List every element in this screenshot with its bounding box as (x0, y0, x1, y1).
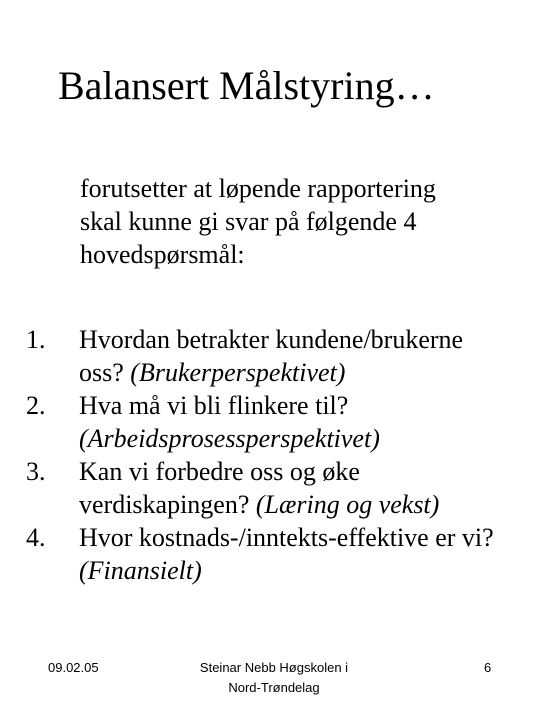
footer-page-number: 6 (484, 660, 492, 675)
list-item-perspective: (Læring og vekst) (255, 490, 440, 519)
list-item-text: Hva må vi bli flinkere til? (79, 391, 349, 420)
intro-line: skal kunne gi svar på følgende 4 (80, 207, 417, 236)
intro-line: forutsetter at løpende rapportering (80, 174, 436, 203)
list-item-number: 2. (26, 391, 46, 420)
list-item-number: 1. (26, 325, 46, 354)
intro-line: hovedspørsmål: (80, 240, 245, 269)
list-item (0, 389, 540, 455)
list-item-text: Kan vi forbedre oss og øke (79, 457, 360, 486)
list-item (0, 323, 540, 389)
footer-author (165, 658, 383, 698)
list-item-subline (79, 554, 540, 587)
list-item-text-cont: oss? (79, 358, 131, 387)
footer-author-line: Steinar Nebb Høgskolen i (199, 660, 349, 675)
footer-author-line: Nord-Trøndelag (228, 680, 320, 695)
list-item-perspective: (Finansielt) (79, 556, 202, 585)
list-item-number: 3. (26, 457, 46, 486)
list-item-text-cont: verdiskapingen? (79, 490, 256, 519)
list-item-subline (79, 422, 540, 455)
list-item-text: Hvor kostnads-/inntekts-effektive er vi? (79, 523, 494, 552)
slide-title: Balansert Målstyring… (58, 63, 435, 108)
intro-paragraph (80, 172, 520, 271)
list-item-text: Hvordan betrakter kundene/brukerne (79, 325, 464, 354)
list-item-perspective: (Brukerperspektivet) (130, 358, 346, 387)
list-item-subline (79, 488, 540, 521)
list-item (0, 455, 540, 521)
list-item-subline (79, 356, 540, 389)
list-item-number: 4. (26, 523, 46, 552)
footer-date: 09.02.05 (48, 660, 99, 675)
question-list (0, 323, 540, 587)
list-item (0, 521, 540, 587)
list-item-perspective: (Arbeidsprosessperspektivet) (79, 424, 380, 453)
